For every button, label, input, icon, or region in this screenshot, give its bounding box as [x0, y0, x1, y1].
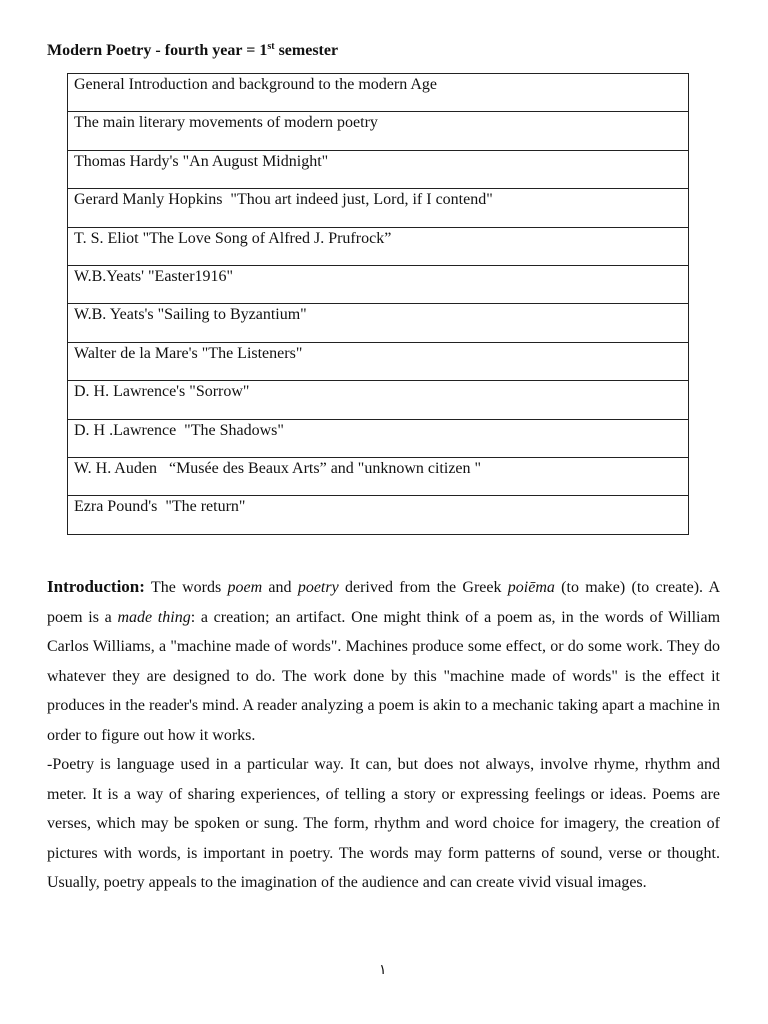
poetry-paragraph: -Poetry is language used in a particular way. It can, but does not always, involve rhyme, rhythm and meter. It is a way of sharing experiences, of telling a story or expressing feelings or ideas. Poems are verses, which may be spoken or sung. The form, rhythm and word choice for imagery, the creation of pictures with words, is important in poetry. The words may form patterns of sound, verse or thought. Usually, poetry appeals to the imagination of the audience and can create vivid visual images.	[47, 756, 720, 891]
table-row	[68, 227, 689, 265]
table-row	[68, 496, 689, 534]
table-row	[68, 457, 689, 495]
table-row	[68, 265, 689, 303]
table-row	[68, 342, 689, 380]
document-title	[47, 42, 338, 60]
intro-text: The words	[144, 579, 228, 596]
intro-text: derived from the Greek	[338, 579, 508, 596]
title-text: Modern Poetry - fourth year = 1	[47, 42, 268, 59]
intro-text: and	[262, 579, 298, 596]
table-cell: Ezra Pound's "The return"	[68, 496, 689, 534]
table-row	[68, 381, 689, 419]
intro-emphasis: made thing	[117, 608, 191, 626]
table-cell: W.B. Yeats's "Sailing to Byzantium"	[68, 304, 689, 342]
table-cell: Thomas Hardy's "An August Midnight"	[68, 150, 689, 188]
intro-text: : a creation; an artifact. One might think of a poem as, in the words of William Carlos Williams, a "machine made of words". Machines produce some effect, or do some work. They do whatever they are designed to do. The work done by this "machine made of words" is the effect it produces in the reader's mind. A reader analyzing a poem is akin to a mechanic taking apart a machine in order to figure out how it works.	[47, 608, 721, 744]
table-cell: W. H. Auden “Musée des Beaux Arts” and "unknown citizen "	[68, 457, 689, 495]
greek-term: poiēma	[507, 579, 555, 596]
table-cell: T. S. Eliot "The Love Song of Alfred J. Prufrock”	[68, 227, 689, 265]
intro-emphasis: poetry	[297, 579, 339, 596]
table-row	[68, 112, 689, 150]
table-row	[68, 150, 689, 188]
page-number: ١	[379, 963, 387, 978]
title-superscript: st	[267, 41, 275, 52]
table-cell: D. H .Lawrence "The Shadows"	[68, 419, 689, 457]
table-row	[68, 419, 689, 457]
table-cell: D. H. Lawrence's "Sorrow"	[68, 381, 689, 419]
intro-heading: Introduction:	[47, 577, 145, 596]
table-row	[68, 304, 689, 342]
body-text	[47, 572, 720, 898]
table-row	[68, 74, 689, 112]
syllabus-table	[67, 73, 689, 535]
table-cell: The main literary movements of modern poetry	[68, 112, 689, 150]
title-text-suffix: semester	[274, 42, 339, 59]
intro-text: (to make) (to create). A poem is a	[47, 579, 721, 626]
table-cell: W.B.Yeats' "Easter1916"	[68, 265, 689, 303]
table-cell: Gerard Manly Hopkins "Thou art indeed just, Lord, if I contend"	[68, 189, 689, 227]
intro-paragraph	[47, 572, 720, 750]
table-cell: General Introduction and background to the modern Age	[68, 74, 689, 112]
table-cell: Walter de la Mare's "The Listeners"	[68, 342, 689, 380]
intro-emphasis: poem	[227, 579, 263, 596]
table-row	[68, 189, 689, 227]
